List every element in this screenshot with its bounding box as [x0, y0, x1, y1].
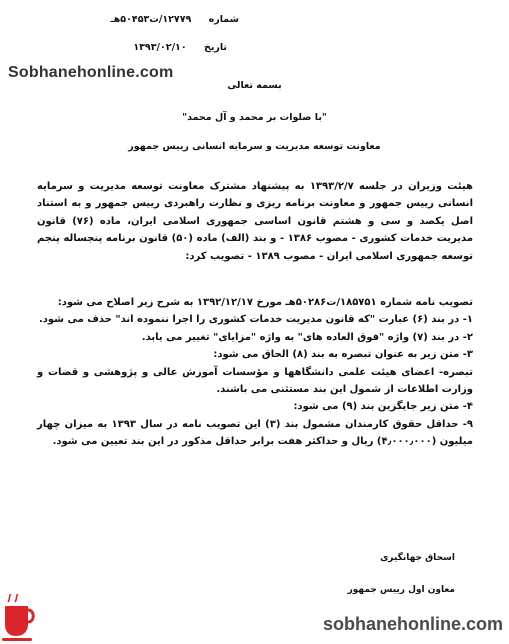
amendment-item: ۲- در بند (۷) واژه "فوق العاده های" به واژه "مزایای" تغییر می یابد.: [141, 331, 473, 343]
basmala-heading: بسمه تعالی: [227, 80, 282, 91]
number-value: ۱۲۷۷۹/ت۵۰۴۵۳هـ: [110, 14, 192, 25]
salawat-heading: "با صلوات بر محمد و آل محمد": [182, 112, 327, 123]
body-paragraph-intro: هیئت وزیران در جلسه ۱۳۹۳/۲/۷ به پیشنهاد مشترک معاونت توسعه مدیریت و سرمایه انسانی رییس جمهور و معاونت برنامه ریزی و نظارت راهبردی رییس جمهور و به استناد اصل یکصد و سی و هشتم قانون اساسی جمهوری اسلامی ایران، ماده (۷۶) قانون مدیریت خدمات کشوری - مصوب ۱۳۸۶ - و بند (الف) ماده (۵۰) قانون برنامه پنجساله پنجم توسعه جمهوری اسلامی ایران - مصوب ۱۳۸۹ - تصویب کرد:: [37, 181, 474, 262]
amendment-item: ۴- متن زیر جایگزین بند (۹) می شود:: [293, 401, 473, 413]
number-label: شماره: [208, 14, 239, 25]
date-label: تاریخ: [203, 42, 227, 53]
footer-watermark: sobhanehonline.com: [322, 614, 503, 634]
watermark-top: Sobhanehonline.com: [8, 64, 174, 81]
letter-date: [133, 42, 227, 53]
body-paragraph-amendment: تصویب نامه شماره ۱۸۵۷۵۱/ت۵۰۲۸۶هـ مورخ ۱۳۹۲/۱۲/۱۷ به شرح زیر اصلاح می شود:: [57, 297, 473, 308]
amendment-section: [37, 294, 473, 451]
signatory-title: معاون اول رییس جمهور: [347, 585, 455, 595]
office-title: معاونت توسعه مدیریت و سرمایه انسانی رییس جمهور: [128, 141, 381, 152]
amendment-item: ۱- در بند (۶) عبارت "که قانون مدیریت خدمات کشوری را اجرا ننموده اند" حذف می شود.: [38, 314, 473, 326]
amendment-note: تبصره- اعضای هیئت علمی دانشگاهها و مؤسسات آموزش عالی و پژوهشی و قضات و وزارت اطلاعات از شمول این بند مستثنی می باشند.: [37, 366, 473, 396]
letter-number: [110, 14, 239, 25]
cup-logo-icon: [2, 594, 36, 642]
date-value: ۱۳۹۳/۰۲/۱۰: [133, 42, 187, 53]
signatory-name: اسحاق جهانگیری: [380, 553, 455, 563]
amendment-item: ۳- متن زیر به عنوان تبصره به بند (۸) الحاق می شود:: [213, 349, 473, 361]
amendment-item: ۹- حداقل حقوق کارمندان مشمول بند (۳) این تصویب نامه در سال ۱۳۹۳ به میزان چهار میلیون (۴٫۰۰۰٫۰۰۰) ریال و حداکثر هفت برابر حداقل مذکور در این بند تعیین می شود.: [37, 418, 473, 448]
